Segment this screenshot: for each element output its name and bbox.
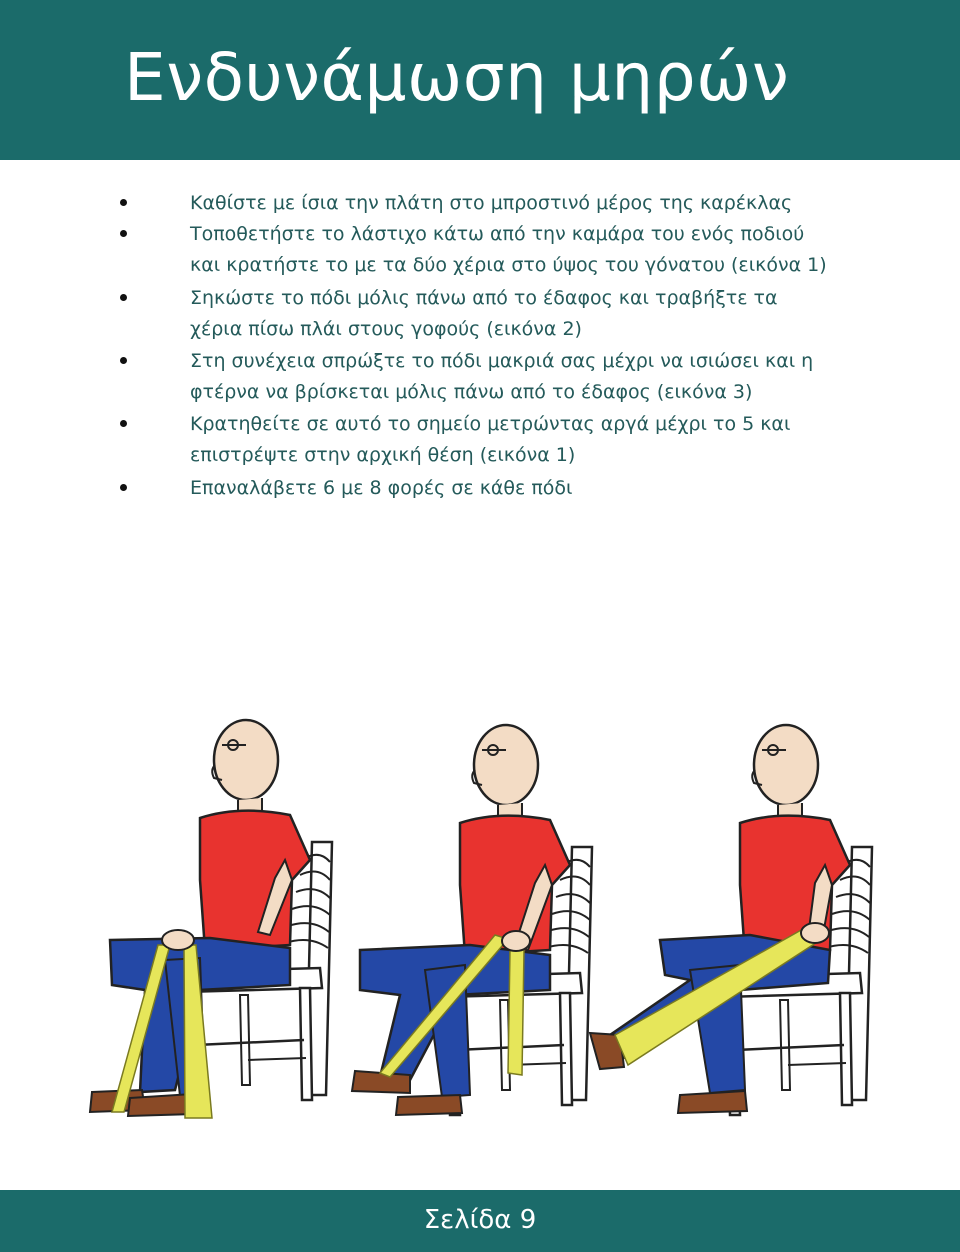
instruction-line: Κρατηθείτε σε αυτό το σημείο μετρώντας αργά μέχρι το 5 και xyxy=(190,413,791,435)
figure-2 xyxy=(352,725,592,1115)
list-item xyxy=(190,188,890,219)
instruction-line: επιστρέψτε στην αρχική θέση (εικόνα 1) xyxy=(190,444,576,466)
instruction-line: Σηκώστε το πόδι μόλις πάνω από το έδαφος και τραβήξτε τα xyxy=(190,287,778,309)
instruction-line: Καθίστε με ίσια την πλάτη στο μπροστινό μέρος της καρέκλας xyxy=(190,192,793,214)
footer-bar xyxy=(0,1190,960,1252)
list-item xyxy=(190,219,890,281)
instruction-line: και κρατήστε το με τα δύο χέρια στο ύψος του γόνατου (εικόνα 1) xyxy=(190,254,827,276)
bullet-icon xyxy=(120,199,127,206)
list-item xyxy=(190,473,890,504)
bullet-icon xyxy=(120,294,127,301)
instruction-list xyxy=(0,0,960,520)
bullet-icon xyxy=(120,357,127,364)
list-item xyxy=(190,346,890,408)
bullet-icon xyxy=(120,420,127,427)
instruction-line: φτέρνα να βρίσκεται μόλις πάνω από το έδαφος (εικόνα 3) xyxy=(190,381,753,403)
bullet-icon xyxy=(120,484,127,491)
instruction-line: χέρια πίσω πλάι στους γοφούς (εικόνα 2) xyxy=(190,318,582,340)
page-number: Σελίδα 9 xyxy=(423,1205,537,1235)
bullet-icon xyxy=(120,230,127,237)
instruction-line: Τοποθετήστε το λάστιχο κάτω από την καμάρα του ενός ποδιού xyxy=(190,223,805,245)
exercise-illustration xyxy=(0,700,960,1150)
page-title: Ενδυνάμωση μηρών xyxy=(124,39,790,116)
instruction-line: Επαναλάβετε 6 με 8 φορές σε κάθε πόδι xyxy=(190,477,573,499)
instruction-line: Στη συνέχεια σπρώξτε το πόδι μακριά σας μέχρι να ισιώσει και η xyxy=(190,350,814,372)
list-item xyxy=(190,283,890,345)
list-item xyxy=(190,409,890,471)
figure-1 xyxy=(90,720,332,1118)
figure-3 xyxy=(590,725,872,1115)
